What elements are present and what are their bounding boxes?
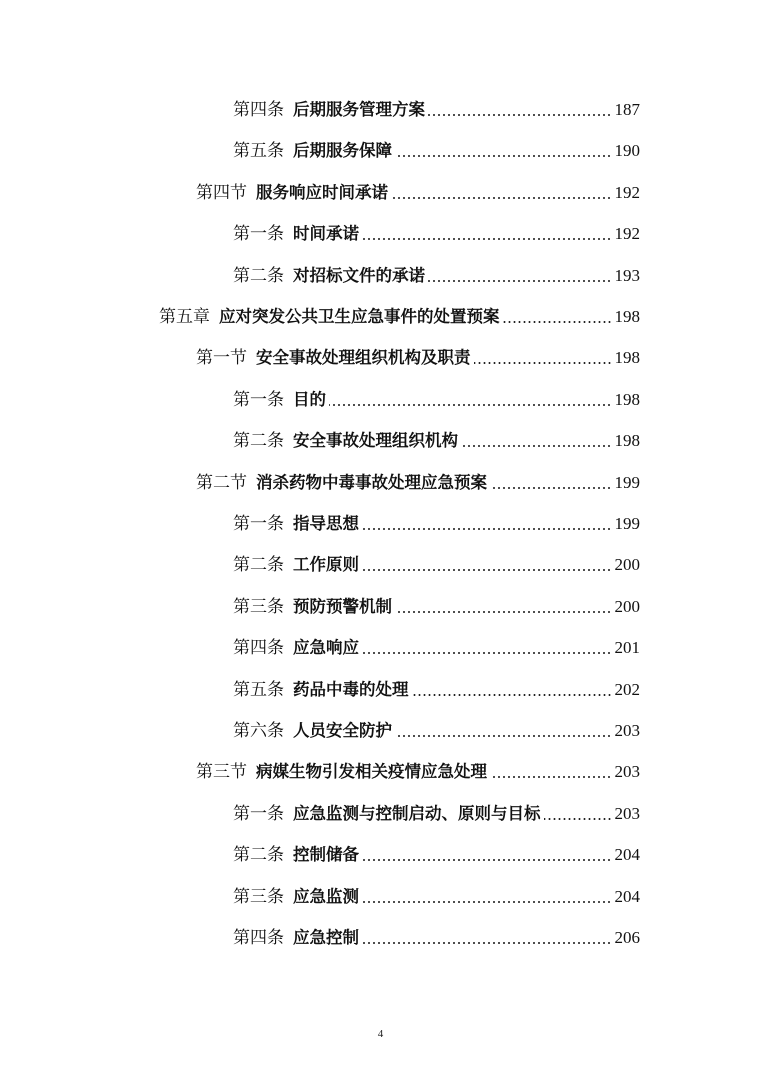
toc-entry[interactable] [159,302,640,332]
toc-entry-page: 200 [614,596,640,616]
toc-entry-page: 204 [614,886,640,906]
toc-entry-title: 服务响应时间承诺 [256,182,388,202]
toc-entry-title: 安全事故处理组织机构 [293,431,458,451]
toc-entry[interactable] [233,592,640,622]
toc-entry-page: 203 [614,721,640,740]
toc-entry-number: 第三条 [233,596,284,617]
toc-entry-page: 198 [614,307,640,326]
toc-entry[interactable] [196,757,640,787]
toc-entry-number: 第二节 [196,472,247,493]
toc-entry-page: 198 [614,431,640,451]
toc-entry-page: 203 [614,762,640,782]
toc-dot-leader [474,362,612,364]
toc-dot-leader [391,197,612,199]
toc-entry-number: 第四条 [233,638,284,659]
toc-entry-page: 198 [614,389,640,409]
toc-entry-number: 第五条 [233,141,284,162]
toc-entry[interactable] [233,550,640,580]
toc-entry[interactable] [233,716,640,746]
toc-entry-page: 190 [614,141,640,161]
toc-entry-page: 199 [614,472,640,492]
toc-dot-leader [544,818,612,820]
toc-dot-leader [329,404,612,406]
toc-entry[interactable] [233,840,640,870]
toc-entry-number: 第一节 [196,348,247,369]
toc-entry-number: 第一条 [233,514,284,534]
toc-dot-leader [428,280,612,282]
toc-entry[interactable] [233,136,640,166]
toc-entry-title: 应急响应 [293,638,359,658]
toc-entry-number: 第六条 [233,721,284,741]
toc-entry-number: 第四节 [196,182,247,203]
toc-dot-leader [395,735,612,737]
toc-entry[interactable] [233,882,640,912]
toc-entry-title: 人员安全防护 [293,721,392,740]
toc-entry-number: 第二条 [233,555,284,576]
toc-entry-page: 203 [614,803,640,823]
toc-dot-leader [362,238,612,240]
toc-entry-page: 201 [614,638,640,658]
toc-entry-number: 第一条 [233,803,284,824]
toc-dot-leader [362,528,612,530]
toc-entry-page: 200 [614,555,640,575]
toc-dot-leader [362,942,612,944]
toc-dot-leader [412,694,612,696]
toc-dot-leader [428,114,612,116]
toc-entry-page: 198 [614,348,640,368]
toc-entry-number: 第五条 [233,679,284,700]
toc-entry-title: 对招标文件的承诺 [293,265,425,285]
toc-dot-leader [362,569,612,571]
toc-entry-number: 第二条 [233,431,284,452]
toc-dot-leader [461,445,612,447]
toc-entry-page: 192 [614,182,640,202]
toc-entry[interactable] [233,633,640,663]
toc-entry-page: 204 [614,845,640,865]
toc-dot-leader [395,155,612,157]
toc-entry-title: 安全事故处理组织机构及职责 [256,348,471,368]
toc-entry-title: 后期服务保障 [293,141,392,161]
toc-entry-title: 控制储备 [293,845,359,865]
toc-entry[interactable] [196,178,640,208]
toc-entry-number: 第三节 [196,762,247,783]
toc-entry-title: 消杀药物中毒事故处理应急预案 [256,472,487,492]
toc-dot-leader [503,321,612,323]
toc-entry[interactable] [233,923,640,953]
toc-entry-number: 第一条 [233,224,284,245]
toc-entry[interactable] [233,261,640,291]
toc-entry-title: 时间承诺 [293,224,359,244]
toc-dot-leader [490,776,612,778]
toc-entry-page: 187 [614,100,640,119]
toc-entry[interactable] [233,95,640,125]
toc-entry-number: 第二条 [233,845,284,866]
toc-entry[interactable] [233,219,640,249]
toc-entry-number: 第三条 [233,886,284,907]
toc-entry-title: 应对突发公共卫生应急事件的处置预案 [219,307,500,326]
toc-entry-number: 第二条 [233,265,284,286]
toc-entry-title: 病媒生物引发相关疫情应急处理 [256,762,487,782]
toc-entry-page: 206 [614,928,640,947]
toc-entry-title: 后期服务管理方案 [293,100,425,119]
toc-entry-page: 199 [614,514,640,533]
toc-entry-page: 202 [614,679,640,699]
toc-dot-leader [395,611,612,613]
toc-entry-title: 应急监测与控制启动、原则与目标 [293,803,541,823]
toc-entry-number: 第一条 [233,389,284,410]
toc-dot-leader [362,652,612,654]
toc-entry[interactable] [233,385,640,415]
toc-entry-number: 第五章 [159,307,210,327]
toc-entry[interactable] [233,675,640,705]
toc-dot-leader [362,901,612,903]
toc-entry-title: 目的 [293,389,326,409]
toc-dot-leader [362,859,612,861]
toc-entry-number: 第四条 [233,928,284,948]
toc-entry-title: 应急控制 [293,928,359,947]
page-number: 4 [377,1028,384,1040]
toc-entry-title: 应急监测 [293,886,359,906]
toc-entry[interactable] [196,343,640,373]
toc-entry[interactable] [233,509,640,539]
toc-entry[interactable] [233,426,640,456]
toc-entry-title: 指导思想 [293,514,359,533]
toc-entry-page: 192 [614,224,640,244]
toc-entry-number: 第四条 [233,100,284,120]
toc-entry-title: 工作原则 [293,555,359,575]
toc-entry-title: 药品中毒的处理 [293,679,409,699]
toc-entry[interactable] [233,799,640,829]
toc-entry-page: 193 [614,265,640,285]
toc-entry[interactable] [196,468,640,498]
toc-entry-title: 预防预警机制 [293,596,392,616]
toc-dot-leader [490,487,612,489]
